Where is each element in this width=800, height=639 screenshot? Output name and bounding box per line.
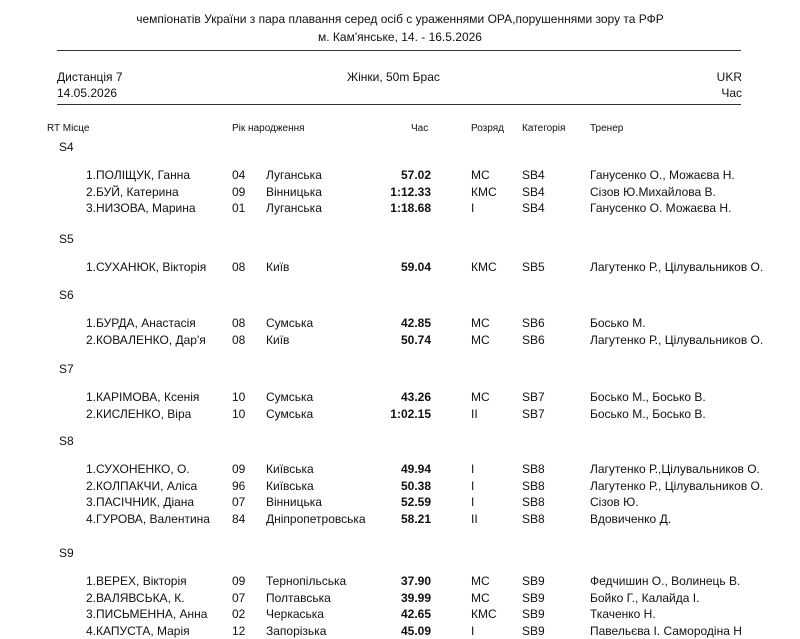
result-time: 49.94 (400, 462, 431, 476)
result-time: 52.59 (400, 495, 431, 510)
athlete-birth-year: 08 (232, 260, 246, 274)
athlete-rank: МС (471, 574, 490, 588)
athlete-birth-year: 10 (232, 406, 246, 421)
athlete-rank: І (471, 478, 475, 493)
group-label: S8 (59, 434, 74, 448)
athlete-birth-year: 09 (232, 462, 246, 476)
athlete-region: Запорізька (266, 624, 327, 639)
group-label: S6 (59, 288, 74, 302)
event-time-label: Час (721, 86, 742, 100)
athlete-place-name: 1.ПОЛІЩУК, Ганна (86, 168, 190, 182)
athlete-place-name: 2.ВАЛЯВСЬКА, К. (86, 590, 185, 605)
athlete-rank: МС (471, 332, 490, 347)
athlete-place-name: 4.ГУРОВА, Валентина (86, 512, 210, 527)
athlete-category: SB7 (522, 390, 545, 404)
athlete-region: Черкаська (266, 607, 324, 622)
column-rank: Розряд (471, 123, 504, 134)
athlete-birth-year: 09 (232, 574, 246, 588)
result-time: 50.38 (400, 478, 431, 493)
athlete-place-name: 4.КАПУСТА, Марія (86, 624, 190, 639)
athlete-coach: Сізов Ю.Михайлова В. (590, 184, 716, 199)
athlete-birth-year: 96 (232, 478, 246, 493)
column-time: Час (411, 123, 429, 134)
athlete-rank: І (471, 495, 475, 510)
athlete-rank: ІІ (471, 406, 478, 421)
athlete-birth-year: 08 (232, 332, 246, 347)
athlete-region: Сумська (266, 406, 314, 421)
column-coach: Тренер (590, 123, 624, 134)
championship-location-dates: м. Кам'янське, 14. - 16.5.2026 (318, 30, 482, 44)
athlete-birth-year: 02 (232, 607, 246, 622)
championship-title: чемпіонатів України з пара плавання серед осіб с ураженнями ОРА,порушеннями зору та РФР (136, 12, 664, 26)
athlete-category: SB9 (522, 607, 545, 622)
athlete-birth-year: 04 (232, 168, 246, 182)
athlete-rank: І (471, 201, 475, 216)
athlete-birth-year: 10 (232, 390, 246, 404)
athlete-coach: Босько М. (590, 316, 646, 330)
result-time: 37.90 (400, 574, 431, 588)
athlete-birth-year: 07 (232, 590, 246, 605)
athlete-birth-year: 01 (232, 201, 246, 216)
athlete-rank: КМС (471, 184, 497, 199)
athlete-category: SB9 (522, 624, 545, 639)
athlete-category: SB9 (522, 590, 545, 605)
athlete-place-name: 1.КАРІМОВА, Ксенія (86, 390, 200, 404)
event-title: Жінки, 50m Брас (347, 70, 440, 84)
athlete-region: Київська (266, 462, 314, 476)
athlete-category: SB8 (522, 462, 545, 476)
athlete-place-name: 1.ВЕРЕХ, Вікторія (86, 574, 187, 588)
athlete-coach: Ткаченко Н. (590, 607, 656, 622)
column-birth-year: Рік народження (232, 123, 305, 134)
athlete-category: SB7 (522, 406, 545, 421)
result-time: 57.02 (400, 168, 431, 182)
athlete-category: SB6 (522, 316, 545, 330)
athlete-place-name: 1.БУРДА, Анастасія (86, 316, 196, 330)
athlete-coach: Ганусенко О., Можаєва Н. (590, 168, 735, 182)
athlete-place-name: 3.ПИСЬМЕННА, Анна (86, 607, 208, 622)
athlete-rank: МС (471, 590, 490, 605)
athlete-region: Дніпропетровська (266, 512, 366, 527)
result-time: 1:12.33 (390, 184, 431, 199)
athlete-coach: Федчишин О., Волинець В. (590, 574, 741, 588)
result-time: 45.09 (400, 624, 431, 639)
athlete-coach: Павельєва І. Самородіна Н (590, 624, 742, 639)
athlete-region: Київська (266, 478, 314, 493)
athlete-region: Сумська (266, 316, 314, 330)
athlete-category: SB9 (522, 574, 545, 588)
athlete-coach: Вдовиченко Д. (590, 512, 672, 527)
athlete-region: Сумська (266, 390, 314, 404)
event-country: UKR (716, 70, 742, 84)
athlete-rank: КМС (471, 260, 497, 274)
athlete-coach: Босько М., Босько В. (590, 390, 706, 404)
athlete-region: Луганська (266, 201, 322, 216)
athlete-coach: Лагутенко Р., Цілувальников О. (590, 260, 764, 274)
result-time: 39.99 (400, 590, 431, 605)
athlete-rank: ІІ (471, 512, 478, 527)
athlete-category: SB4 (522, 184, 545, 199)
athlete-category: SB5 (522, 260, 545, 274)
athlete-category: SB4 (522, 168, 545, 182)
athlete-coach: Сізов Ю. (590, 495, 639, 510)
column-rt-place: RT Місце (47, 123, 90, 134)
event-distance: Дистанція 7 (57, 70, 123, 84)
athlete-coach: Лагутенко Р.,Цілувальников О. (590, 462, 760, 476)
athlete-rank: МС (471, 390, 490, 404)
result-time: 1:18.68 (390, 201, 431, 216)
athlete-coach: Ганусенко О. Можаєва Н. (590, 201, 732, 216)
athlete-rank: МС (471, 168, 490, 182)
athlete-rank: МС (471, 316, 490, 330)
athlete-category: SB6 (522, 332, 545, 347)
group-label: S4 (59, 140, 74, 154)
athlete-category: SB8 (522, 512, 545, 527)
athlete-rank: І (471, 624, 475, 639)
athlete-region: Полтавська (266, 590, 331, 605)
athlete-birth-year: 07 (232, 495, 246, 510)
athlete-birth-year: 12 (232, 624, 246, 639)
athlete-place-name: 2.КОЛПАКЧИ, Аліса (86, 478, 198, 493)
event-date: 14.05.2026 (57, 86, 118, 100)
result-time: 1:02.15 (390, 406, 431, 421)
column-category: Категорія (522, 123, 566, 134)
athlete-coach: Бойко Г., Калайда І. (590, 590, 700, 605)
athlete-rank: І (471, 462, 475, 476)
athlete-birth-year: 08 (232, 316, 246, 330)
result-time: 42.85 (400, 316, 431, 330)
athlete-rank: КМС (471, 607, 497, 622)
athlete-region: Київ (266, 332, 290, 347)
athlete-birth-year: 84 (232, 512, 246, 527)
result-time: 59.04 (400, 260, 431, 274)
group-label: S5 (59, 232, 74, 246)
result-time: 58.21 (400, 512, 431, 527)
athlete-place-name: 3.НИЗОВА, Марина (86, 201, 196, 216)
athlete-category: SB4 (522, 201, 545, 216)
athlete-place-name: 3.ПАСІЧНИК, Діана (86, 495, 195, 510)
athlete-place-name: 2.КИСЛЕНКО, Віра (86, 406, 192, 421)
athlete-category: SB8 (522, 478, 545, 493)
group-label: S7 (59, 362, 74, 376)
result-time: 43.26 (400, 390, 431, 404)
result-time: 50.74 (400, 332, 431, 347)
athlete-place-name: 2.БУЙ, Катерина (86, 184, 179, 199)
athlete-place-name: 2.КОВАЛЕНКО, Дар'я (86, 332, 206, 347)
athlete-coach: Босько М., Босько В. (590, 406, 706, 421)
athlete-coach: Лагутенко Р., Цілувальников О. (590, 332, 764, 347)
athlete-region: Вінницька (266, 184, 322, 199)
athlete-place-name: 1.СУХАНЮК, Вікторія (86, 260, 207, 274)
result-time: 42.65 (400, 607, 431, 622)
athlete-region: Тернопільська (266, 574, 347, 588)
athlete-region: Київ (266, 260, 290, 274)
athlete-place-name: 1.СУХОНЕНКО, О. (86, 462, 190, 476)
athlete-coach: Лагутенко Р., Цілувальников О. (590, 478, 764, 493)
group-label: S9 (59, 546, 74, 560)
athlete-region: Вінницька (266, 495, 322, 510)
athlete-birth-year: 09 (232, 184, 246, 199)
athlete-region: Луганська (266, 168, 322, 182)
athlete-category: SB8 (522, 495, 545, 510)
